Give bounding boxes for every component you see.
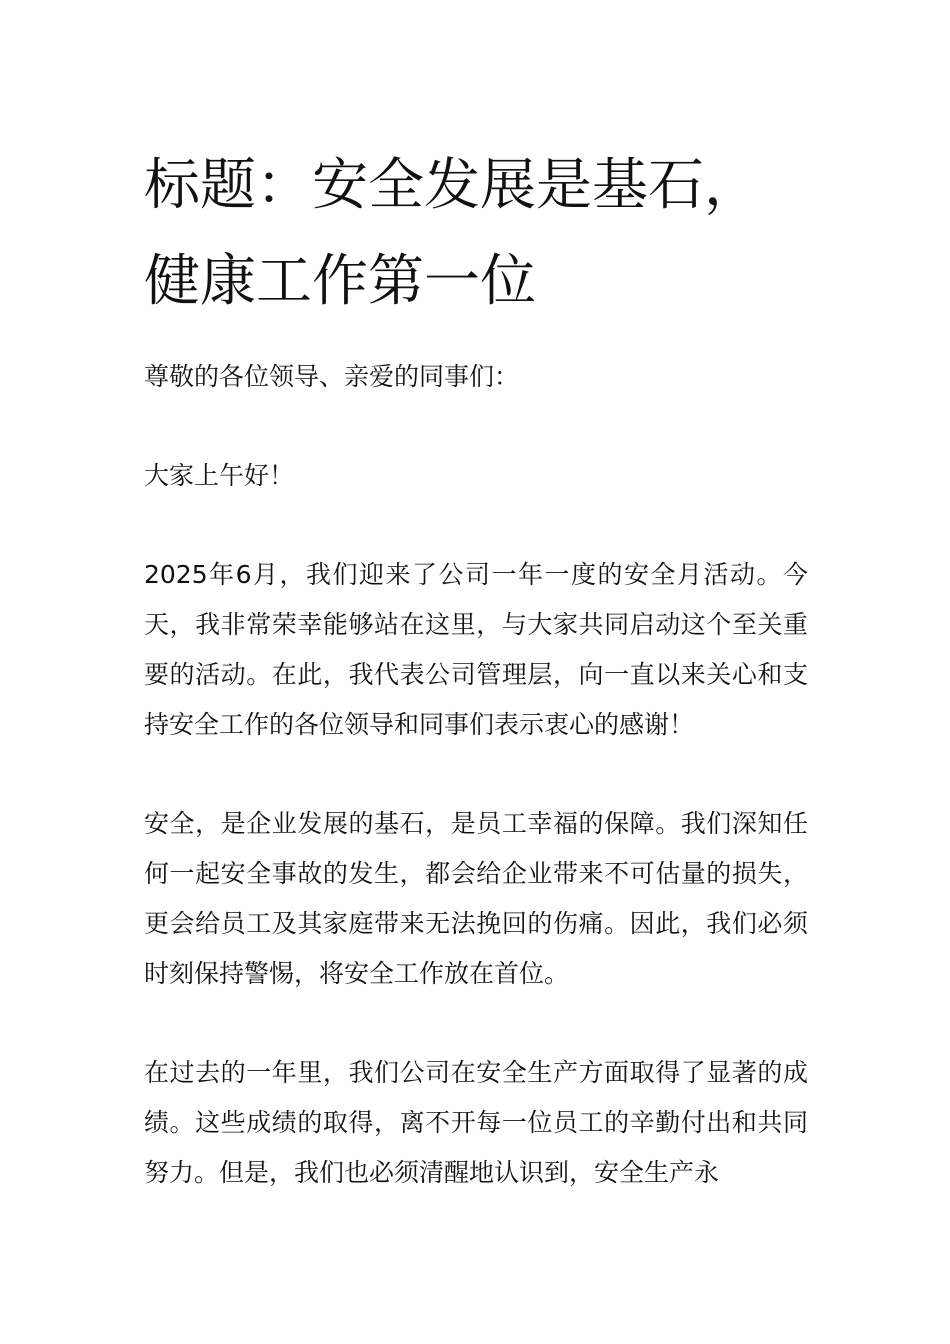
page-title: 标题：安全发展是基石，健康工作第一位 xyxy=(144,153,760,314)
paragraph: 2025年6月，我们迎来了公司一年一度的安全月活动。今天，我非常荣幸能够站在这里，与大家共同启动这个至关重要的活动。在此，我代表公司管理层，向一直以来关心和支持安全工作的各位领导和同事们表示衷心的感谢！ xyxy=(144,560,808,739)
greeting: 大家上午好！ xyxy=(144,461,295,490)
document-body xyxy=(144,138,808,1187)
paragraph: 在过去的一年里，我们公司在安全生产方面取得了显著的成绩。这些成绩的取得，离不开每一位员工的辛勤付出和共同努力。但是，我们也必须清醒地认识到，安全生产永 xyxy=(144,1058,808,1187)
paragraph: 安全，是企业发展的基石，是员工幸福的保障。我们深知任何一起安全事故的发生，都会给企业带来不可估量的损失，更会给员工及其家庭带来无法挽回的伤痛。因此，我们必须时刻保持警惕，将安全工作放在首位。 xyxy=(144,809,808,988)
salutation: 尊敬的各位领导、亲爱的同事们： xyxy=(144,362,520,391)
